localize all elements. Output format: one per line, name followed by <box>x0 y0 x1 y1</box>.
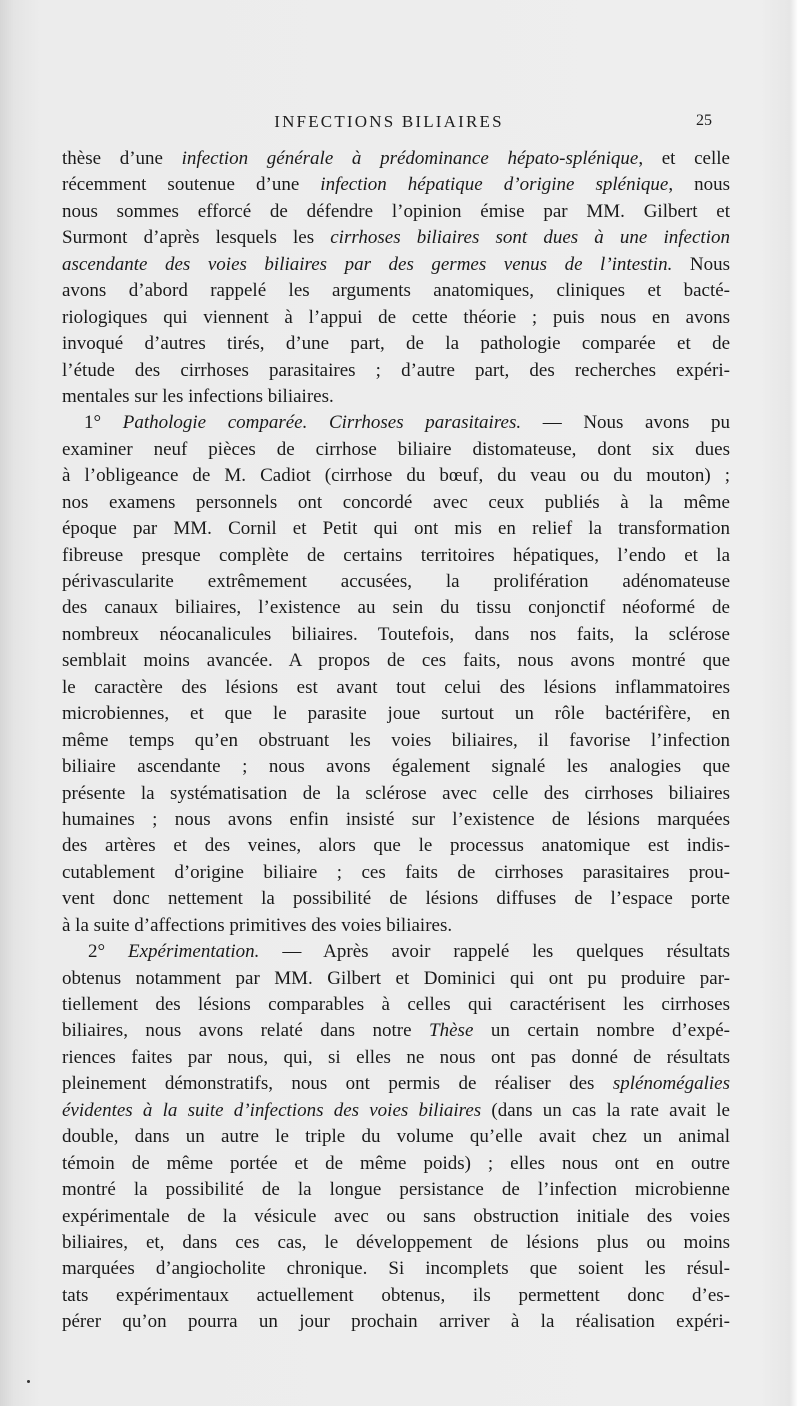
text-line-7: riologiques qui viennent à l’appui de cette théorie ; puis nous en avons <box>62 306 730 328</box>
text-line-32: obtenus notamment par MM. Gilbert et Dominici qui ont pu produire par- <box>62 967 730 989</box>
text-line-15: époque par MM. Cornil et Petit qui ont mis en relief la transformation <box>62 518 730 540</box>
text-line-9: l’étude des cirrhoses parasitaires ; d’autre part, des recherches expéri- <box>62 359 730 381</box>
text-line-38: double, dans un autre le triple du volume qu’elle avait chez un animal <box>62 1126 730 1148</box>
text-line-24: biliaire ascendante ; nous avons également signalé les analogies que <box>62 756 730 778</box>
text-line-22: microbiennes, et que le parasite joue surtout un rôle bactérifère, en <box>62 703 730 725</box>
text-line-45: pérer qu’on pourra un jour prochain arriver à la réalisation expéri- <box>62 1311 730 1333</box>
text-line-1: thèse d’une infection générale à prédominance hépato-splénique, et celle <box>62 148 730 169</box>
text-line-3: nous sommes efforcé de défendre l’opinion émise par MM. Gilbert et <box>62 200 730 222</box>
text-line-37: évidentes à la suite d’infections des voies biliaires (dans un cas la rate avait le <box>62 1099 730 1121</box>
text-line-6: avons d’abord rappelé les arguments anatomiques, cliniques et bacté- <box>62 280 730 302</box>
text-line-43: marquées d’angiocholite chronique. Si incomplets que soient les résul- <box>62 1258 730 1280</box>
text-line-5: ascendante des voies biliaires par des germes venus de l’intestin. Nous <box>62 253 730 275</box>
text-line-18: des canaux biliaires, l’existence au sein du tissu conjonctif néoformé de <box>62 597 730 619</box>
text-line-20: semblait moins avancée. A propos de ces faits, nous avons montré que <box>62 650 730 672</box>
text-line-29: vent donc nettement la possibilité de lésions diffuses de l’espace porte <box>62 888 730 910</box>
page-number: 25 <box>696 112 712 129</box>
text-line-13: à l’obligeance de M. Cadiot (cirrhose du bœuf, du veau ou du mouton) ; <box>62 465 730 487</box>
text-line-39: témoin de même portée et de même poids) ; elles nous ont en outre <box>62 1152 730 1174</box>
text-line-10: mentales sur les infections biliaires. <box>62 385 334 407</box>
text-line-33: tiellement des lésions comparables à celles qui caractérisent les cirrhoses <box>62 994 730 1015</box>
page-header <box>66 112 712 138</box>
text-line-12: examiner neuf pièces de cirrhose biliaire distomateuse, dont six dues <box>62 438 730 460</box>
text-line-19: nombreux néocanalicules biliaires. Toutefois, dans nos faits, la sclérose <box>62 623 730 645</box>
text-line-34: biliaires, nous avons relaté dans notre Thèse un certain nombre d’expé- <box>62 1020 730 1042</box>
text-line-28: cutablement d’origine biliaire ; ces faits de cirrhoses parasitaires prou- <box>62 861 730 883</box>
text-line-4: Surmont d’après lesquels les cirrhoses biliaires sont dues à une infection <box>62 227 730 249</box>
text-line-14: nos examens personnels ont concordé avec ceux publiés à la même <box>62 491 730 513</box>
text-line-36: pleinement démonstratifs, nous ont permis de réaliser des splénomégalies <box>62 1073 730 1095</box>
text-line-40: montré la possibilité de la longue persistance de l’infection microbienne <box>62 1179 730 1201</box>
text-line-42: biliaires, et, dans ces cas, le développement de lésions plus ou moins <box>62 1231 730 1253</box>
text-line-35: riences faites par nous, qui, si elles ne nous ont pas donné de résultats <box>62 1046 730 1068</box>
text-line-44: tats expérimentaux actuellement obtenus, ils permettent donc d’es- <box>62 1284 730 1306</box>
paper-speck <box>27 1380 30 1383</box>
text-line-23: même temps qu’en obstruant les voies biliaires, il favorise l’infection <box>62 729 730 751</box>
body-text <box>62 146 730 1336</box>
text-line-31: 2° Expérimentation. — Après avoir rappelé les quelques résultats <box>88 941 730 963</box>
text-line-30: à la suite d’affections primitives des voies biliaires. <box>62 914 453 936</box>
text-line-11: 1° Pathologie comparée. Cirrhoses parasitaires. — Nous avons pu <box>84 412 730 434</box>
text-line-27: des artères et des veines, alors que le processus anatomique est indis- <box>62 835 730 857</box>
text-line-16: fibreuse presque complète de certains territoires hépatiques, l’endo et la <box>62 544 730 566</box>
text-line-26: humaines ; nous avons enfin insisté sur l’existence de lésions marquées <box>62 808 730 830</box>
text-line-25: présente la systématisation de la sclérose avec celle des cirrhoses biliaires <box>62 782 730 804</box>
text-line-2: récemment soutenue d’une infection hépatique d’origine splénique, nous <box>62 174 731 196</box>
running-title: INFECTIONS BILIAIRES <box>274 112 504 131</box>
text-line-21: le caractère des lésions est avant tout celui des lésions inflammatoires <box>62 676 730 698</box>
text-line-17: périvascularite extrêmement accusées, la prolifération adénomateuse <box>62 571 730 592</box>
text-line-8: invoqué d’autres tirés, d’une part, de la pathologie comparée et de <box>62 333 730 355</box>
text-line-41: expérimentale de la vésicule avec ou sans obstruction initiale des voies <box>62 1205 730 1227</box>
